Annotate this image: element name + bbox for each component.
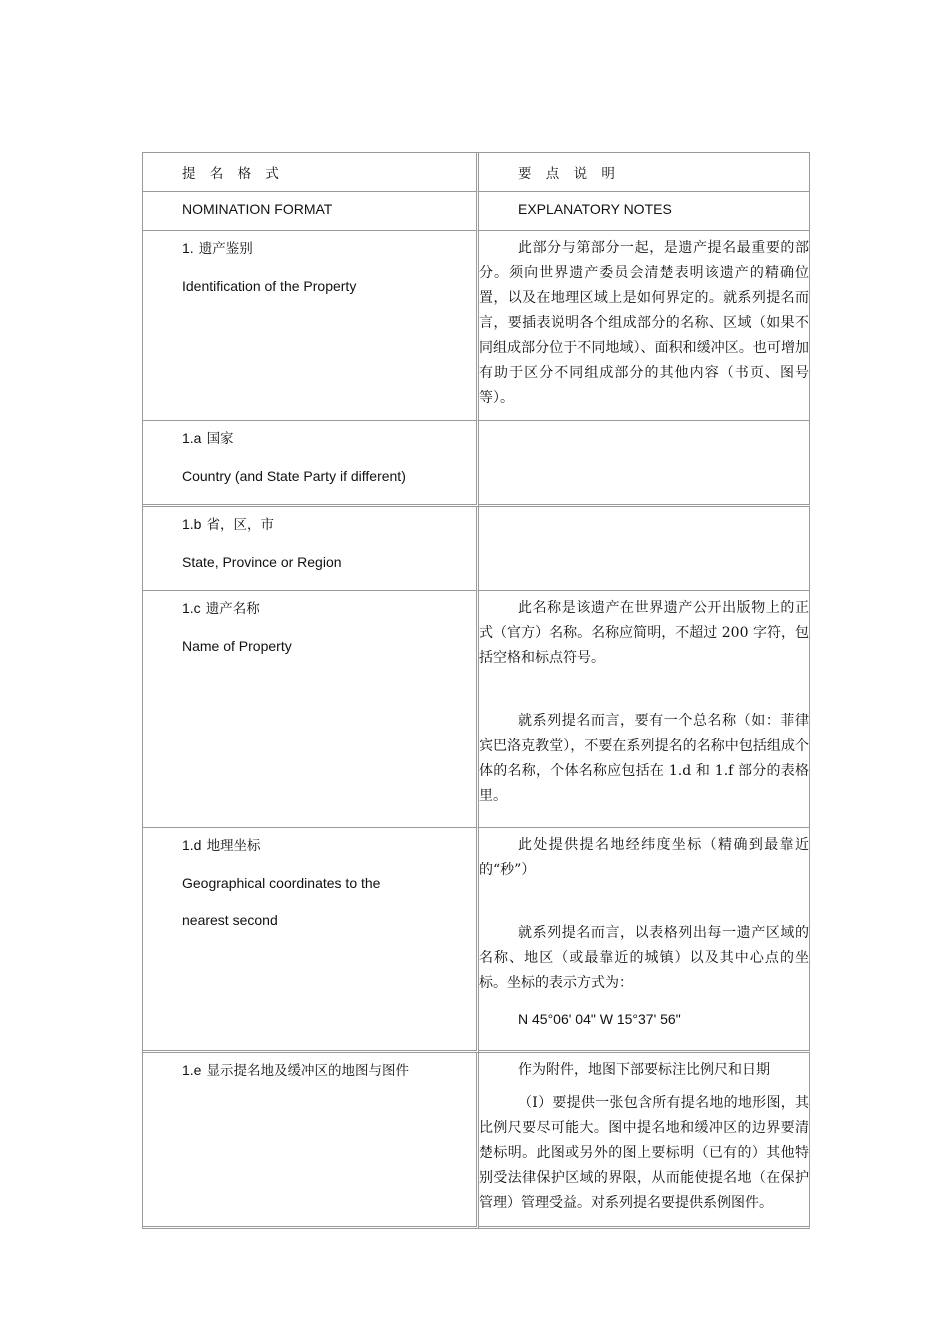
row-1e-format-cell <box>143 1053 479 1229</box>
row-1c-note-2: 就系列提名而言，要有一个总名称（如：菲律宾巴洛克教堂），不要在系列提名的名称中包括组成个体的名称，个体名称应包括在 1.d 和 1.f 部分的表格里。 <box>479 713 809 804</box>
row-1-format-cell <box>143 231 479 421</box>
row-1c <box>143 591 810 828</box>
row-1a-code: 1.a <box>182 430 202 446</box>
header-right-en-cell <box>479 192 810 231</box>
header-row-zh <box>143 153 810 192</box>
row-1a <box>143 421 810 507</box>
header-right-zh-cell <box>479 153 810 192</box>
row-1e-title-zh: 显示提名地及缓冲区的地图与图件 <box>206 1063 410 1079</box>
row-1d-title-en-2: nearest second <box>182 912 278 928</box>
row-1d-note-1: 此处提供提名地经纬度坐标（精确到最靠近的“秒”） <box>479 837 809 878</box>
header-left-en-cell <box>143 192 479 231</box>
header-left-zh-cell <box>143 153 479 192</box>
row-1b-format-cell <box>143 507 479 591</box>
row-1c-notes-cell <box>479 591 810 828</box>
row-1e-code: 1.e <box>182 1062 202 1078</box>
row-1-code: 1. <box>182 240 194 256</box>
row-1c-title-zh: 遗产名称 <box>205 601 260 617</box>
row-1b-notes-cell <box>479 507 810 591</box>
row-1d-note-2: 就系列提名而言，以表格列出每一遗产区域的名称、地区（或最靠近的城镇）以及其中心点的坐标。坐标的表示方式为： <box>479 925 809 991</box>
row-1e-notes-cell <box>479 1053 810 1229</box>
row-1e-note-2: （Ⅰ）要提供一张包含所有提名地的地形图，其比例尺要尽可能大。图中提名地和缓冲区的边界要清楚标明。此图或另外的图上要标明（已有的）其他特别受法律保护区域的界限，从而能使提名地（在保护管理）管理受益。对系列提名要提供系例图件。 <box>479 1095 809 1211</box>
row-1c-note-1: 此名称是该遗产在世界遗产公开出版物上的正式（官方）名称。名称应简明，不超过 200 字符，包括空格和标点符号。 <box>479 600 809 666</box>
header-left-en: NOMINATION FORMAT <box>182 201 333 217</box>
row-1d-format-cell <box>143 828 479 1053</box>
row-1e-note-1: 作为附件，地图下部要标注比例尺和日期 <box>518 1062 770 1078</box>
row-1b-code: 1.b <box>182 516 202 532</box>
row-1b-title-zh: 省，区，市 <box>206 517 275 533</box>
header-row-en <box>143 192 810 231</box>
row-1d-coordinates: N 45°06' 04" W 15°37' 56" <box>518 1011 681 1027</box>
row-1b-title-en: State, Province or Region <box>182 554 342 570</box>
row-1d <box>143 828 810 1053</box>
row-1d-code: 1.d <box>182 837 202 853</box>
row-1a-title-en: Country (and State Party if different) <box>182 468 406 484</box>
row-1d-title-en: Geographical coordinates to the <box>182 875 381 891</box>
header-left-zh: 提 名 格 式 <box>182 166 284 182</box>
row-1d-title-zh: 地理坐标 <box>206 838 261 854</box>
row-1d-notes-cell <box>479 828 810 1053</box>
row-1b <box>143 507 810 591</box>
row-1-title-zh: 遗产鉴别 <box>198 241 253 257</box>
row-1-notes-cell <box>479 231 810 421</box>
format-table <box>142 152 810 1229</box>
row-1a-format-cell <box>143 421 479 507</box>
row-1c-title-en: Name of Property <box>182 638 292 654</box>
row-1-title-en: Identification of the Property <box>182 278 357 294</box>
row-1c-format-cell <box>143 591 479 828</box>
row-1c-code: 1.c <box>182 600 201 616</box>
row-1-note: 此部分与第部分一起，是遗产提名最重要的部分。须向世界遗产委员会清楚表明该遗产的精确位置，以及在地理区域上是如何界定的。就系列提名而言，要插表说明各个组成部分的名称、区域（如果不同组成部分位于不同地域）、面积和缓冲区。也可增加有助于区分不同组成部分的其他内容（书页、图号等）。 <box>479 240 809 406</box>
header-right-en: EXPLANATORY NOTES <box>518 201 672 217</box>
row-1 <box>143 231 810 421</box>
header-right-zh: 要 点 说 明 <box>518 166 620 182</box>
row-1e <box>143 1053 810 1229</box>
nomination-format-table <box>142 152 809 1229</box>
row-1a-title-zh: 国家 <box>206 431 234 447</box>
row-1a-notes-cell <box>479 421 810 507</box>
